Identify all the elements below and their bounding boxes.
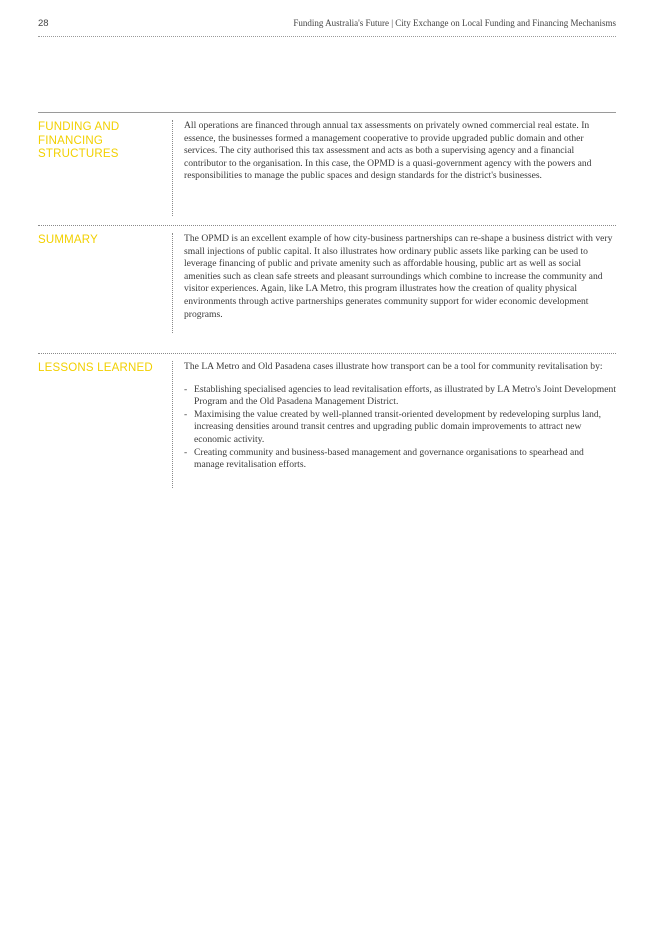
section-heading: SUMMARY [38,234,98,246]
section-divider [38,225,616,226]
column-divider [172,361,173,488]
section-divider [38,353,616,354]
bullet-marker: - [184,383,188,395]
section-paragraph: The OPMD is an excellent example of how city-business partnerships can re-shape a business district with very small injections of public capital. It also illustrates how ordinary public assets like parking can be used to leverage financing of public and private amenity such as affordable housing, public art as well as social amenities such as clean safe streets and pleasant surroundings which combine to increase the community and visitor experiences. Again, like LA Metro, this program illustrates how the creation of quality physical environments through active partnerships generates community support for wider economic development programs. [184,233,613,320]
page-header [38,16,616,37]
column-divider [172,233,173,333]
section-funding-and-financing [38,112,616,216]
section-divider [38,112,616,113]
page-number: 28 [38,18,49,29]
list-item-text: Establishing specialised agencies to lead revitalisation efforts, as illustrated by LA Metro's Joint Development Program and the Old Pasadena Management District. [194,383,616,408]
list-item-text: Maximising the value created by well-planned transit-oriented development by redeveloping surplus land, increasing densities around transit centres and upgrading public domain improvements to attract new economic activity. [194,408,602,445]
section-summary [38,225,616,333]
list-item [184,447,616,472]
lessons-list [184,384,616,472]
column-divider [172,120,173,216]
section-body [184,120,616,183]
list-item-text: Creating community and business-based management and governance organisations to spearhead and manage revitalisation efforts. [194,446,584,471]
section-body [184,361,616,472]
section-heading: FUNDING AND FINANCING STRUCTURES [38,121,120,160]
section-body [184,233,616,321]
list-item [184,384,616,409]
list-item [184,409,616,447]
running-title: Funding Australia's Future | City Exchange on Local Funding and Financing Mechanisms [293,18,616,28]
bullet-marker: - [184,408,188,420]
section-heading: LESSONS LEARNED [38,362,153,374]
section-lessons-learned [38,353,616,488]
bullet-marker: - [184,446,188,458]
section-paragraph: All operations are financed through annual tax assessments on privately owned commercial real estate. In essence, the businesses formed a management cooperative to provide upgraded public domain and other services. The city authorised this tax assessment and acts as both a supervising agency and a financial contributor to the organisation. In this case, the OPMD is a quasi-government agency with the powers and responsibilities to manage the public spaces and design standards for the district's businesses. [184,120,592,182]
section-paragraph: The LA Metro and Old Pasadena cases illustrate how transport can be a tool for community revitalisation by: [184,361,603,372]
